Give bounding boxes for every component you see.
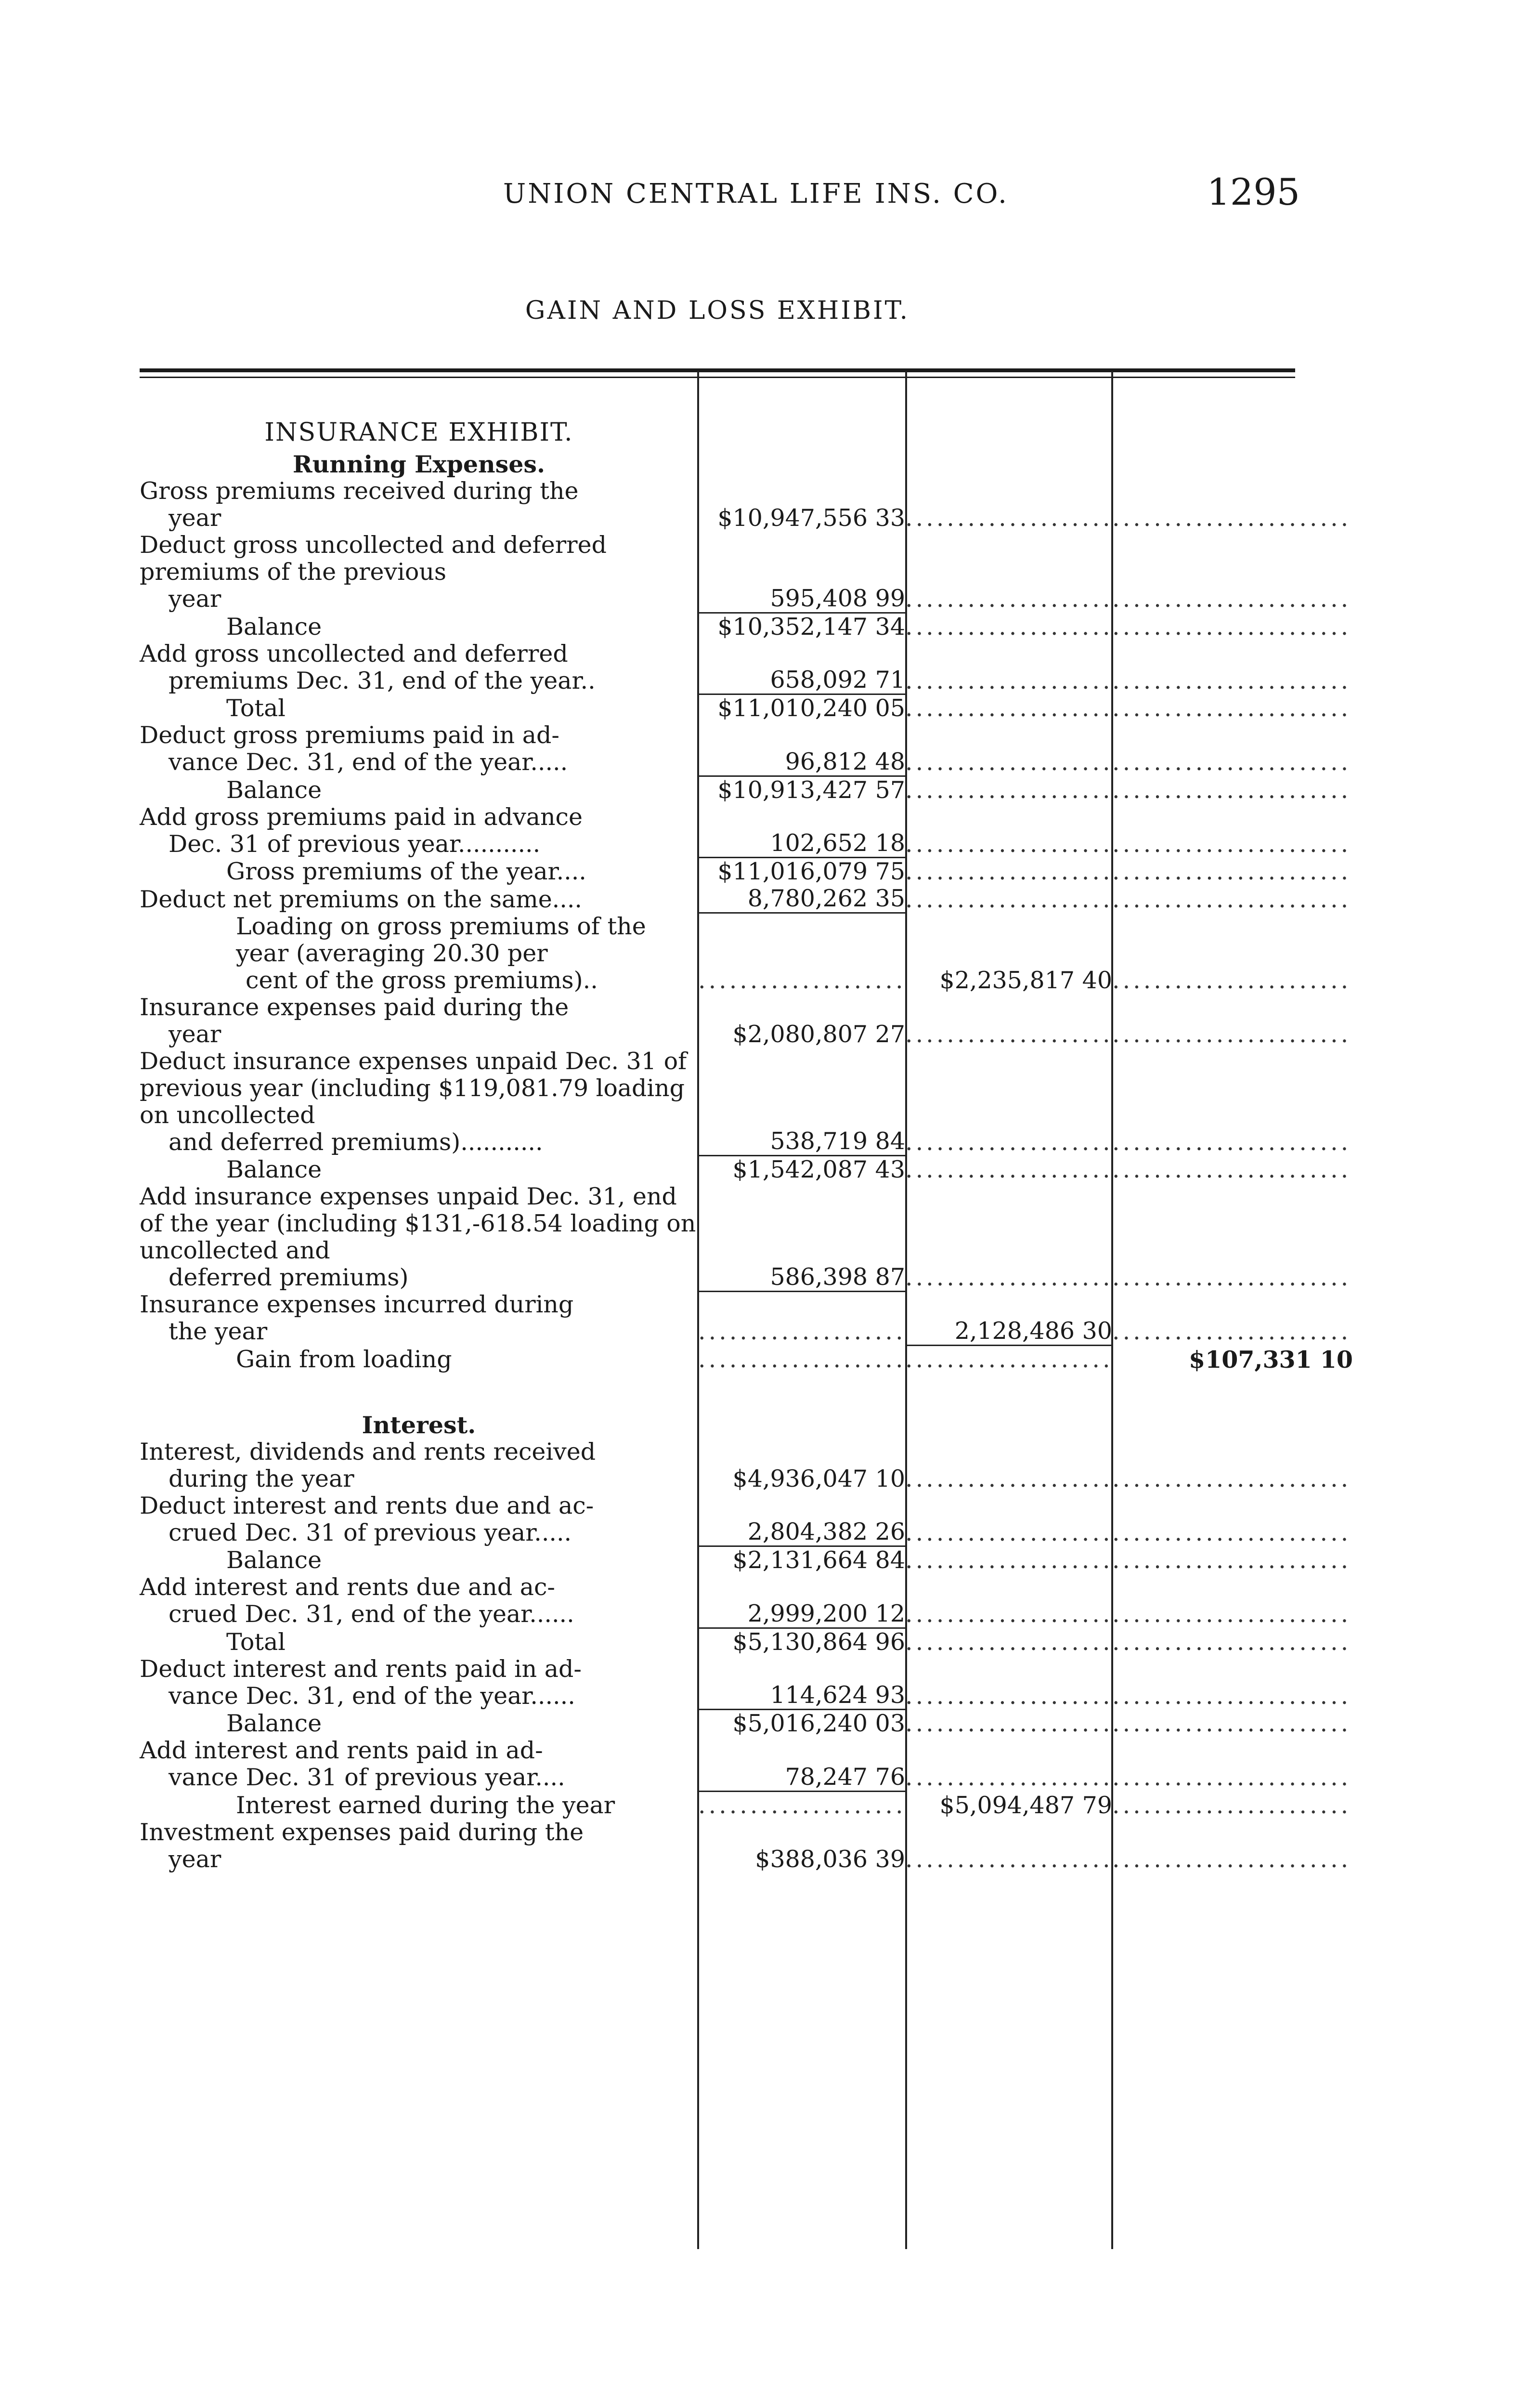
row-label: Balance xyxy=(226,1710,322,1737)
table-row xyxy=(140,1819,1353,1873)
row-label: Deduct interest and rents paid in ad- vance Dec. 31, end of the year...... xyxy=(140,1655,582,1710)
row-label: Deduct interest and rents due and ac- crued Dec. 31 of previous year..... xyxy=(140,1492,594,1546)
leader-dots xyxy=(1112,1048,1353,1156)
leader-dots xyxy=(698,1291,905,1345)
amount-cell: $2,235,817 40 xyxy=(939,966,1112,994)
leader-dots xyxy=(905,478,1112,532)
amount-cell: $11,016,079 75 xyxy=(698,858,905,886)
leader-dots xyxy=(1112,478,1353,532)
table-row xyxy=(140,1291,1353,1345)
amount-cell: 538,719 84 xyxy=(770,1127,905,1155)
leader-dots xyxy=(1112,1492,1353,1546)
table-row xyxy=(140,532,1353,613)
table-row xyxy=(140,1737,1353,1791)
amount-cell: 658,092 71 xyxy=(770,666,905,694)
table-row xyxy=(140,1791,1353,1819)
leader-dots xyxy=(1112,1737,1353,1791)
leader-dots xyxy=(905,1656,1112,1710)
row-label: Insurance expenses incurred during the year xyxy=(140,1291,574,1345)
leader-dots xyxy=(698,913,905,994)
amount-cell: 78,247 76 xyxy=(785,1763,905,1791)
leader-dots xyxy=(1112,1628,1353,1656)
leader-dots xyxy=(905,694,1112,722)
page-number: 1295 xyxy=(1207,170,1300,213)
row-label: Gross premiums received during the year xyxy=(140,477,579,532)
row-label: Loading on gross premiums of the year (averaging 20.30 per cent of the gross premiums).. xyxy=(236,912,646,994)
leader-dots xyxy=(905,994,1112,1048)
leader-dots xyxy=(905,1574,1112,1628)
table-row xyxy=(140,694,1353,722)
table-row xyxy=(140,1574,1353,1628)
row-label: Add gross premiums paid in advance Dec. 31 of previous year........... xyxy=(140,803,583,858)
table-row xyxy=(140,1710,1353,1738)
leader-dots xyxy=(1112,613,1353,641)
amount-cell: 8,780,262 35 xyxy=(698,885,905,913)
row-label: Investment expenses paid during the year xyxy=(140,1818,584,1873)
gain-loss-table xyxy=(140,395,1353,1873)
leader-dots xyxy=(905,1819,1112,1873)
amount-cell: 2,999,200 12 xyxy=(747,1599,905,1627)
leader-dots xyxy=(698,1791,905,1819)
leader-dots xyxy=(1112,694,1353,722)
subsection-title: Interest. xyxy=(362,1411,476,1439)
row-label: Gross premiums of the year.... xyxy=(226,858,586,885)
amount-cell: 102,652 18 xyxy=(770,829,905,857)
table-row xyxy=(140,885,1353,913)
row-label: Deduct net premiums on the same.... xyxy=(140,885,582,913)
amount-cell: $2,131,664 84 xyxy=(698,1546,905,1574)
row-label: Deduct gross premiums paid in ad- vance Dec. 31, end of the year..... xyxy=(140,721,568,776)
leader-dots xyxy=(1112,1291,1353,1345)
leader-dots xyxy=(905,776,1112,804)
leader-dots xyxy=(905,722,1112,776)
amount-cell: $5,016,240 03 xyxy=(698,1710,905,1738)
row-label: Total xyxy=(226,1628,286,1656)
row-label: Add insurance expenses unpaid Dec. 31, end of the year (including $131,-618.54 loading on uncollected and deferred premiums) xyxy=(140,1183,696,1291)
row-label: Deduct gross uncollected and deferred premiums of the previous year xyxy=(140,531,607,613)
row-label: Add interest and rents paid in ad- vance Dec. 31 of previous year.... xyxy=(140,1737,565,1791)
leader-dots xyxy=(1112,1439,1353,1492)
amount-cell: 96,812 48 xyxy=(785,747,905,775)
amount-cell: $5,094,487 79 xyxy=(939,1791,1112,1819)
leader-dots xyxy=(905,641,1112,694)
table-row xyxy=(140,1492,1353,1546)
table-row xyxy=(140,1439,1353,1492)
page-header xyxy=(135,170,1300,217)
leader-dots xyxy=(905,1628,1112,1656)
table-row xyxy=(140,804,1353,858)
leader-dots xyxy=(905,804,1112,858)
row-label: Total xyxy=(226,694,286,722)
row-label: Balance xyxy=(226,776,322,804)
table-row xyxy=(140,1656,1353,1710)
leader-dots xyxy=(1112,1791,1353,1819)
table-row xyxy=(140,478,1353,532)
leader-dots xyxy=(1112,1156,1353,1184)
table-row xyxy=(140,1048,1353,1156)
row-label: Deduct insurance expenses unpaid Dec. 31 of previous year (including $119,081.79 loading on uncollected and deferred premiums)........... xyxy=(140,1047,687,1156)
leader-dots xyxy=(905,885,1112,913)
table-row xyxy=(140,913,1353,994)
leader-dots xyxy=(1112,532,1353,613)
row-label: Add interest and rents due and ac- crued Dec. 31, end of the year...... xyxy=(140,1573,574,1628)
leader-dots xyxy=(1112,913,1353,994)
leader-dots xyxy=(1112,1183,1353,1291)
table-row xyxy=(140,994,1353,1048)
leader-dots xyxy=(905,1183,1112,1291)
table-row xyxy=(140,1628,1353,1656)
exhibit-title: GAIN AND LOSS EXHIBIT. xyxy=(525,296,910,325)
leader-dots xyxy=(905,1439,1112,1492)
top-rule-thick xyxy=(140,368,1295,372)
amount-cell: $10,947,556 33 xyxy=(717,504,905,532)
amount-cell: $2,080,807 27 xyxy=(732,1020,905,1048)
leader-dots xyxy=(698,1345,905,1373)
leader-dots xyxy=(1112,641,1353,694)
leader-dots xyxy=(905,613,1112,641)
leader-dots xyxy=(905,858,1112,886)
amount-cell: $107,331 10 xyxy=(1189,1345,1353,1374)
leader-dots xyxy=(905,1048,1112,1156)
leader-dots xyxy=(1112,858,1353,886)
leader-dots xyxy=(1112,804,1353,858)
table-row xyxy=(140,641,1353,694)
leader-dots xyxy=(1112,1574,1353,1628)
leader-dots xyxy=(1112,776,1353,804)
subsection-heading-row xyxy=(140,446,1353,478)
table-row xyxy=(140,722,1353,776)
leader-dots xyxy=(905,1492,1112,1546)
section-title: INSURANCE EXHIBIT. xyxy=(264,418,573,447)
leader-dots xyxy=(905,1156,1112,1184)
table-row xyxy=(140,858,1353,886)
leader-dots xyxy=(1112,1710,1353,1738)
amount-cell: 114,624 93 xyxy=(770,1681,905,1709)
amount-cell: 2,128,486 30 xyxy=(905,1291,1112,1345)
leader-dots xyxy=(1112,1819,1353,1873)
amount-cell: $11,010,240 05 xyxy=(698,694,905,722)
leader-dots xyxy=(1112,994,1353,1048)
table-row xyxy=(140,1546,1353,1574)
leader-dots xyxy=(905,1737,1112,1791)
leader-dots xyxy=(905,1546,1112,1574)
row-label: Balance xyxy=(226,1546,322,1574)
row-label: Balance xyxy=(226,1156,322,1183)
amount-cell: $1,542,087 43 xyxy=(698,1156,905,1184)
amount-cell: $10,352,147 34 xyxy=(698,613,905,641)
table-row xyxy=(140,1345,1353,1373)
leader-dots xyxy=(905,532,1112,613)
running-head: UNION CENTRAL LIFE INS. CO. xyxy=(503,178,1009,209)
amount-cell: $5,130,864 96 xyxy=(698,1628,905,1656)
section-heading-row xyxy=(140,395,1353,446)
row-label: Add gross uncollected and deferred premiums Dec. 31, end of the year.. xyxy=(140,640,596,694)
amount-cell: $4,936,047 10 xyxy=(732,1465,905,1492)
subsection-title: Running Expenses. xyxy=(292,450,546,478)
row-label: Interest earned during the year xyxy=(236,1791,615,1819)
leader-dots xyxy=(905,1345,1112,1373)
amount-cell: 2,804,382 26 xyxy=(747,1518,905,1545)
table-row xyxy=(140,1156,1353,1184)
leader-dots xyxy=(905,1710,1112,1738)
amount-cell: $388,036 39 xyxy=(755,1845,905,1873)
row-label: Insurance expenses paid during the year xyxy=(140,993,569,1048)
leader-dots xyxy=(1112,1656,1353,1710)
row-label: Interest, dividends and rents received during the year xyxy=(140,1438,596,1492)
top-rule-thin xyxy=(140,377,1295,378)
table-row xyxy=(140,613,1353,641)
leader-dots xyxy=(1112,1546,1353,1574)
row-label: Gain from loading xyxy=(236,1345,452,1373)
amount-cell: 586,398 87 xyxy=(698,1183,905,1291)
table-row xyxy=(140,1183,1353,1291)
table-row xyxy=(140,776,1353,804)
row-label: Balance xyxy=(226,613,322,641)
leader-dots xyxy=(1112,722,1353,776)
amount-cell: 595,408 99 xyxy=(770,584,905,612)
leader-dots xyxy=(1112,885,1353,913)
subsection-heading-row xyxy=(140,1373,1353,1439)
amount-cell: $10,913,427 57 xyxy=(698,776,905,804)
